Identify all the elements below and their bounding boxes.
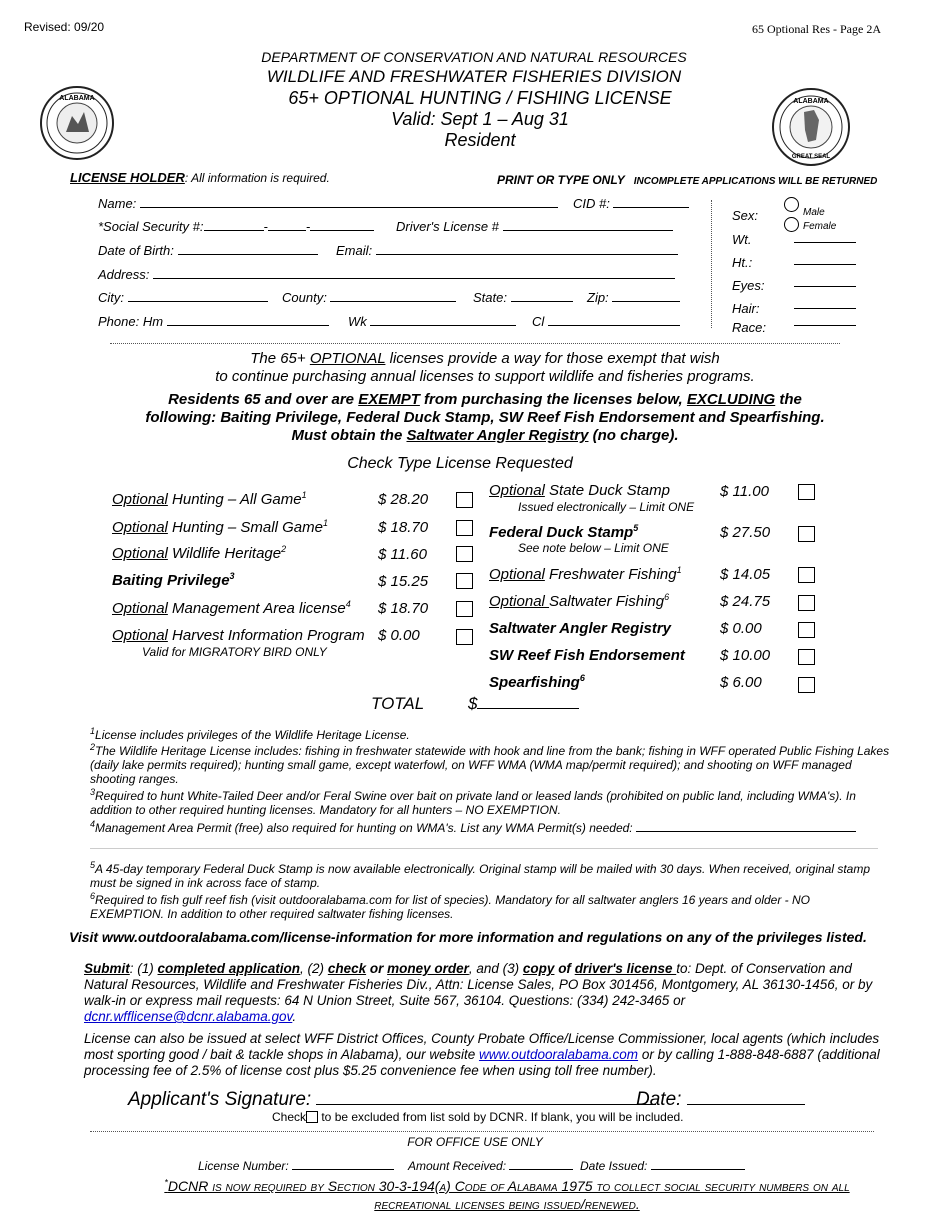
- total-label: TOTAL: [371, 694, 425, 713]
- race-line[interactable]: [794, 325, 856, 326]
- ssn-field[interactable]: *Social Security #: - -: [98, 218, 374, 234]
- great-seal-logo: [772, 88, 850, 166]
- exempt-notice-2: following: Baiting Privilege, Federal Duck Stamp, SW Reef Fish Endorsement and Spearfishing.: [145, 409, 825, 426]
- license-federal-duck-stamp: Federal Duck Stamp$^5$: [489, 523, 639, 541]
- eyes-line[interactable]: [794, 286, 856, 287]
- ssn-legal-notice-2: recreational licenses being issued/renewed.: [374, 1196, 640, 1212]
- checkbox-saltwater-fishing[interactable]: [798, 595, 815, 611]
- exempt-notice-3: Must obtain the Saltwater Angler Registry (no charge).: [291, 427, 679, 444]
- footnote-1: $^1$License includes privileges of the Wildlife Heritage License.: [90, 726, 410, 742]
- office-license-number: License Number:: [198, 1157, 394, 1173]
- checkbox-harvest-info[interactable]: [456, 629, 473, 645]
- division-title: WILDLIFE AND FRESHWATER FISHERIES DIVISION: [266, 67, 682, 86]
- email-field[interactable]: Email:: [336, 242, 678, 258]
- valid-period: Valid: Sept 1 – Aug 31: [391, 109, 569, 129]
- dept-title: DEPARTMENT OF CONSERVATION AND NATURAL RESOURCES: [261, 49, 687, 65]
- state-duck-note: Issued electronically – Limit ONE: [518, 500, 695, 514]
- footnote-3: $^3$Required to hunt White-Tailed Deer and/or Feral Swine over bait on private land or leased lands (prohibited on public land, including WMA's). In addition to other required hunting licenses. Mandatory for all hunters – NO EXEMPTION.: [90, 787, 856, 817]
- license-hunting-small-game: Optional Hunting – Small Game$^1$: [112, 518, 328, 536]
- eyes-field[interactable]: Eyes:: [732, 278, 765, 293]
- city-field[interactable]: City:: [98, 289, 268, 305]
- checkbox-hunting-all-game[interactable]: [456, 492, 473, 508]
- svg-text:GREAT SEAL: GREAT SEAL: [791, 154, 831, 160]
- male-label: Male: [803, 207, 825, 218]
- email-link[interactable]: dcnr.wfflicense@dcnr.alabama.gov: [84, 1009, 293, 1024]
- male-radio[interactable]: [784, 197, 799, 212]
- issuance-info: License can also be issued at select WFF District Offices, County Probate Office/License Commissioner, local agents (which includes most sporting good / bait & tackle shops in Alabama), our website www.outdooralabama.com or by calling 1-888-848-6887 (additional processing fee of 2.5% of license cost plus $5.25 convenience fee when using toll free number).: [84, 1031, 880, 1078]
- intro-line-1: The 65+ OPTIONAL licenses provide a way for those exempt that wish: [250, 350, 720, 367]
- phone-work-field[interactable]: Wk: [348, 313, 516, 329]
- website-link[interactable]: www.outdooralabama.com: [478, 1047, 639, 1062]
- price-federal-duck-stamp: $ 27.50: [720, 524, 771, 541]
- signature-field[interactable]: Applicant's Signature:: [128, 1088, 656, 1111]
- price-saltwater-angler-registry: $ 0.00: [720, 620, 762, 637]
- female-radio[interactable]: [784, 217, 799, 232]
- resident-label: Resident: [444, 130, 516, 150]
- exclusion-notice: Check to be excluded from list sold by DCNR. If blank, you will be included.: [272, 1110, 684, 1124]
- license-harvest-info: Optional Harvest Information Program: [112, 627, 365, 644]
- weight-line[interactable]: [794, 242, 856, 243]
- state-field[interactable]: State:: [473, 289, 573, 305]
- height-line[interactable]: [794, 264, 856, 265]
- weight-field[interactable]: Wt.: [732, 232, 752, 247]
- price-sw-reef-fish: $ 10.00: [720, 647, 771, 664]
- price-management-area: $ 18.70: [378, 600, 429, 617]
- total-field[interactable]: $: [468, 694, 579, 714]
- footnote-2: $^2$The Wildlife Heritage License includes: fishing in freshwater statewide with hook and line from the bank; fishing in WFF operated Public Fishing Lakes (daily lake permits required); hunting small game, except waterfowl, on WFF WMA (WMA map/permit required); and shooting on WFF managed shooting ranges.: [90, 742, 890, 786]
- office-amount-received: Amount Received:: [408, 1157, 573, 1173]
- fed-duck-note: See note below – Limit ONE: [518, 541, 669, 555]
- checkbox-state-duck-stamp[interactable]: [798, 484, 815, 500]
- wff-seal-logo: [40, 86, 114, 160]
- svg-text:ALABAMA: ALABAMA: [793, 98, 829, 105]
- hair-field[interactable]: Hair:: [732, 301, 760, 316]
- checkbox-wildlife-heritage[interactable]: [456, 546, 473, 562]
- svg-text:ALABAMA: ALABAMA: [59, 95, 95, 102]
- visit-website-notice: Visit www.outdooralabama.com/license-information for more information and regulations on any of the privileges listed.: [69, 929, 867, 945]
- female-label: Female: [803, 221, 837, 232]
- price-spearfishing: $ 6.00: [720, 674, 762, 691]
- office-divider: [90, 1131, 874, 1132]
- license-title: 65+ OPTIONAL HUNTING / FISHING LICENSE: [288, 88, 672, 108]
- intro-line-2: to continue purchasing annual licenses to support wildlife and fisheries programs.: [215, 368, 755, 385]
- phone-home-field[interactable]: Phone: Hm: [98, 313, 329, 329]
- hip-note: Valid for MIGRATORY BIRD ONLY: [142, 645, 327, 659]
- price-harvest-info: $ 0.00: [378, 627, 420, 644]
- price-freshwater-fishing: $ 14.05: [720, 566, 771, 583]
- page-reference: 65 Optional Res - Page 2A: [752, 22, 881, 36]
- revised-date: Revised: 09/20: [24, 20, 105, 34]
- license-saltwater-fishing: Optional Saltwater Fishing$^6$: [489, 592, 670, 610]
- license-spearfishing: Spearfishing$^6$: [489, 673, 585, 691]
- license-state-duck-stamp: Optional State Duck Stamp: [489, 482, 670, 499]
- footnote-6: $^6$Required to fish gulf reef fish (visit outdooralabama.com for list of species). Mandatory for all saltwater anglers 16 years and older - NO EXEMPTION. In addition to other required saltwater fishing licenses.: [90, 891, 811, 921]
- zip-field[interactable]: Zip:: [587, 289, 680, 305]
- cid-field[interactable]: CID #:: [573, 195, 689, 211]
- footnote-separator: [90, 848, 878, 849]
- license-holder-heading: LICENSE HOLDER: All information is required.: [70, 170, 330, 185]
- checkbox-hunting-small-game[interactable]: [456, 520, 473, 536]
- checkbox-baiting-privilege[interactable]: [456, 573, 473, 589]
- footnote-4: $^4$Management Area Permit (free) also required for hunting on WMA's. List any WMA Permit(s) needed:: [90, 819, 890, 835]
- hair-line[interactable]: [794, 308, 856, 309]
- price-baiting-privilege: $ 15.25: [378, 573, 429, 590]
- license-management-area: Optional Management Area license$^4$: [112, 599, 351, 617]
- info-divider: [711, 200, 712, 328]
- price-state-duck-stamp: $ 11.00: [720, 483, 769, 500]
- checkbox-federal-duck-stamp[interactable]: [798, 526, 815, 542]
- checkbox-spearfishing[interactable]: [798, 677, 815, 693]
- checkbox-freshwater-fishing[interactable]: [798, 567, 815, 583]
- office-date-issued: Date Issued:: [580, 1157, 745, 1173]
- license-freshwater-fishing: Optional Freshwater Fishing$^1$: [489, 565, 682, 583]
- office-use-heading: FOR OFFICE USE ONLY: [407, 1135, 543, 1149]
- license-wildlife-heritage: Optional Wildlife Heritage$^2$: [112, 544, 287, 562]
- height-field[interactable]: Ht.:: [732, 255, 753, 270]
- section-divider: [110, 343, 840, 344]
- exempt-notice-1: Residents 65 and over are EXEMPT from purchasing the licenses below, EXCLUDING the: [168, 391, 802, 408]
- print-notice: PRINT OR TYPE ONLY INCOMPLETE APPLICATIONS WILL BE RETURNED: [497, 173, 878, 187]
- address-field[interactable]: Address:: [98, 266, 675, 282]
- date-field[interactable]: Date:: [636, 1088, 805, 1111]
- license-baiting-privilege: Baiting Privilege$^3$: [112, 571, 235, 589]
- license-sw-reef-fish: SW Reef Fish Endorsement: [489, 647, 685, 664]
- sex-label: Sex:: [732, 208, 759, 223]
- race-field[interactable]: Race:: [732, 320, 766, 335]
- exclude-checkbox[interactable]: [306, 1111, 318, 1123]
- name-field[interactable]: Name:: [98, 195, 558, 211]
- footnote-5: $^5$A 45-day temporary Federal Duck Stamp is now available electronically. Original stamp will be mailed with 30 days. When received, original stamp must be signed in ink across face of stamp.: [90, 860, 871, 890]
- dob-field[interactable]: Date of Birth:: [98, 242, 318, 258]
- drivers-license-field[interactable]: Driver's License #: [396, 218, 673, 234]
- checkbox-management-area[interactable]: [456, 601, 473, 617]
- check-type-heading: Check Type License Requested: [347, 455, 573, 472]
- license-hunting-all-game: Optional Hunting – All Game$^1$: [112, 490, 307, 508]
- ssn-legal-notice-1: *DCNR is now required by Section 30-3-194(a) Code of Alabama 1975 to collect social security numbers on all: [164, 1177, 850, 1194]
- checkbox-sw-reef-fish[interactable]: [798, 649, 815, 665]
- phone-cell-field[interactable]: Cl: [532, 313, 680, 329]
- price-hunting-small-game: $ 18.70: [378, 519, 429, 536]
- county-field[interactable]: County:: [282, 289, 456, 305]
- checkbox-saltwater-angler-registry[interactable]: [798, 622, 815, 638]
- submit-instructions: Submit: (1) completed application, (2) check or money order, and (3) copy of driver's license to: Dept. of Conservation and Natural Resources, Wildlife and Freshwater Fisheries Div., Attn: License Sales, PO Box 301456, Montgomery, AL 36130-1456, or by walk-in or express mail requests: 64 N Union Street, Suite 567, 36104. Questions: (334) 242-3465 or dcnr.wfflicense@dcnr.alabama.gov.: [84, 961, 873, 1024]
- price-wildlife-heritage: $ 11.60: [378, 546, 427, 563]
- price-hunting-all-game: $ 28.20: [378, 491, 429, 508]
- price-saltwater-fishing: $ 24.75: [720, 593, 771, 610]
- license-saltwater-angler-registry: Saltwater Angler Registry: [489, 620, 671, 637]
